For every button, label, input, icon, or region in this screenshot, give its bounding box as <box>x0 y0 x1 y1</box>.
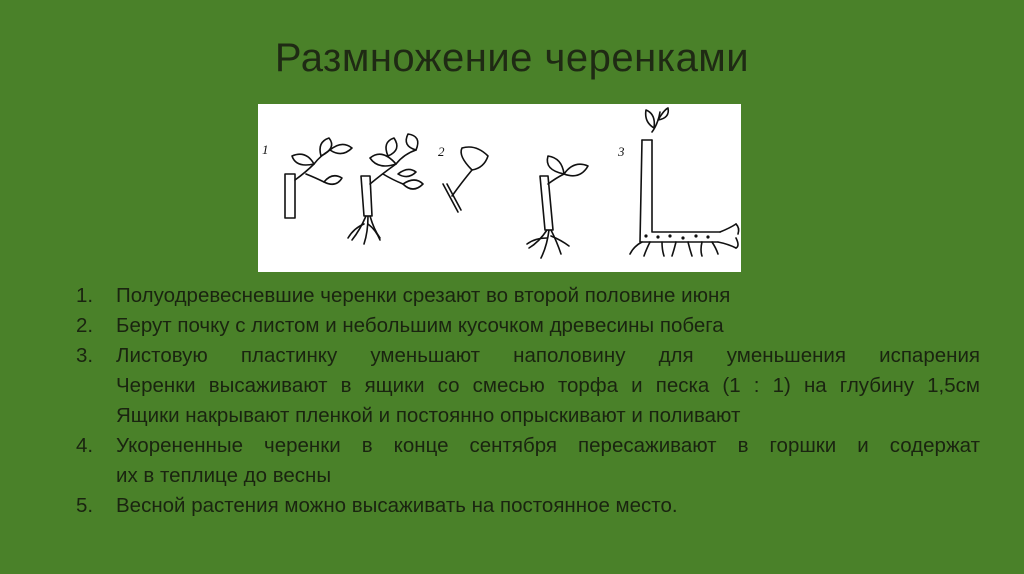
list-item-line: Берут почку с листом и небольшим кусочком древесины побега <box>116 314 724 337</box>
cutting-2b-drawing <box>527 156 588 258</box>
list-item <box>76 491 980 521</box>
list-item-line: Листовую пластинку уменьшают наполовину для уменьшения испарения <box>116 344 980 367</box>
list-item <box>76 311 980 341</box>
slide-title: Размножение черенками <box>274 36 750 80</box>
list-item-line: Ящики накрывают пленкой и постоянно опрыскивают и поливают <box>116 404 741 427</box>
list-item <box>76 431 980 491</box>
list-item <box>76 341 980 431</box>
figure-label-3: 3 <box>618 144 625 159</box>
cutting-2a-drawing <box>443 147 488 212</box>
list-item-number: 2. <box>76 314 94 337</box>
cuttings-illustration <box>258 104 741 272</box>
list-item-number: 1. <box>76 284 94 307</box>
list-item-number: 3. <box>76 344 94 367</box>
list-item-text <box>116 341 980 431</box>
steps-list <box>76 281 980 521</box>
figure-label-1: 1 <box>262 142 269 157</box>
list-item-line: их в теплице до весны <box>116 464 332 487</box>
list-item-number: 4. <box>76 434 94 457</box>
cutting-1a-drawing <box>285 138 352 218</box>
list-item-text <box>116 431 980 491</box>
list-item-line: Весной растения можно высаживать на постоянное место. <box>116 494 678 517</box>
list-item <box>76 281 980 311</box>
list-item-text <box>116 311 980 341</box>
list-item-number: 5. <box>76 494 94 517</box>
list-item-line: Полуодревесневшие черенки срезают во второй половине июня <box>116 284 731 307</box>
list-item-line: Черенки высаживают в ящики со смесью торфа и песка (1 : 1) на глубину 1,5см <box>116 374 980 397</box>
cutting-3-drawing <box>630 108 739 256</box>
cutting-1b-drawing <box>348 134 423 244</box>
list-item-text <box>116 281 980 311</box>
list-item-text <box>116 491 980 521</box>
list-item-line: Укорененные черенки в конце сентября пересаживают в горшки и содержат <box>116 434 980 457</box>
figure-label-2: 2 <box>438 144 445 159</box>
